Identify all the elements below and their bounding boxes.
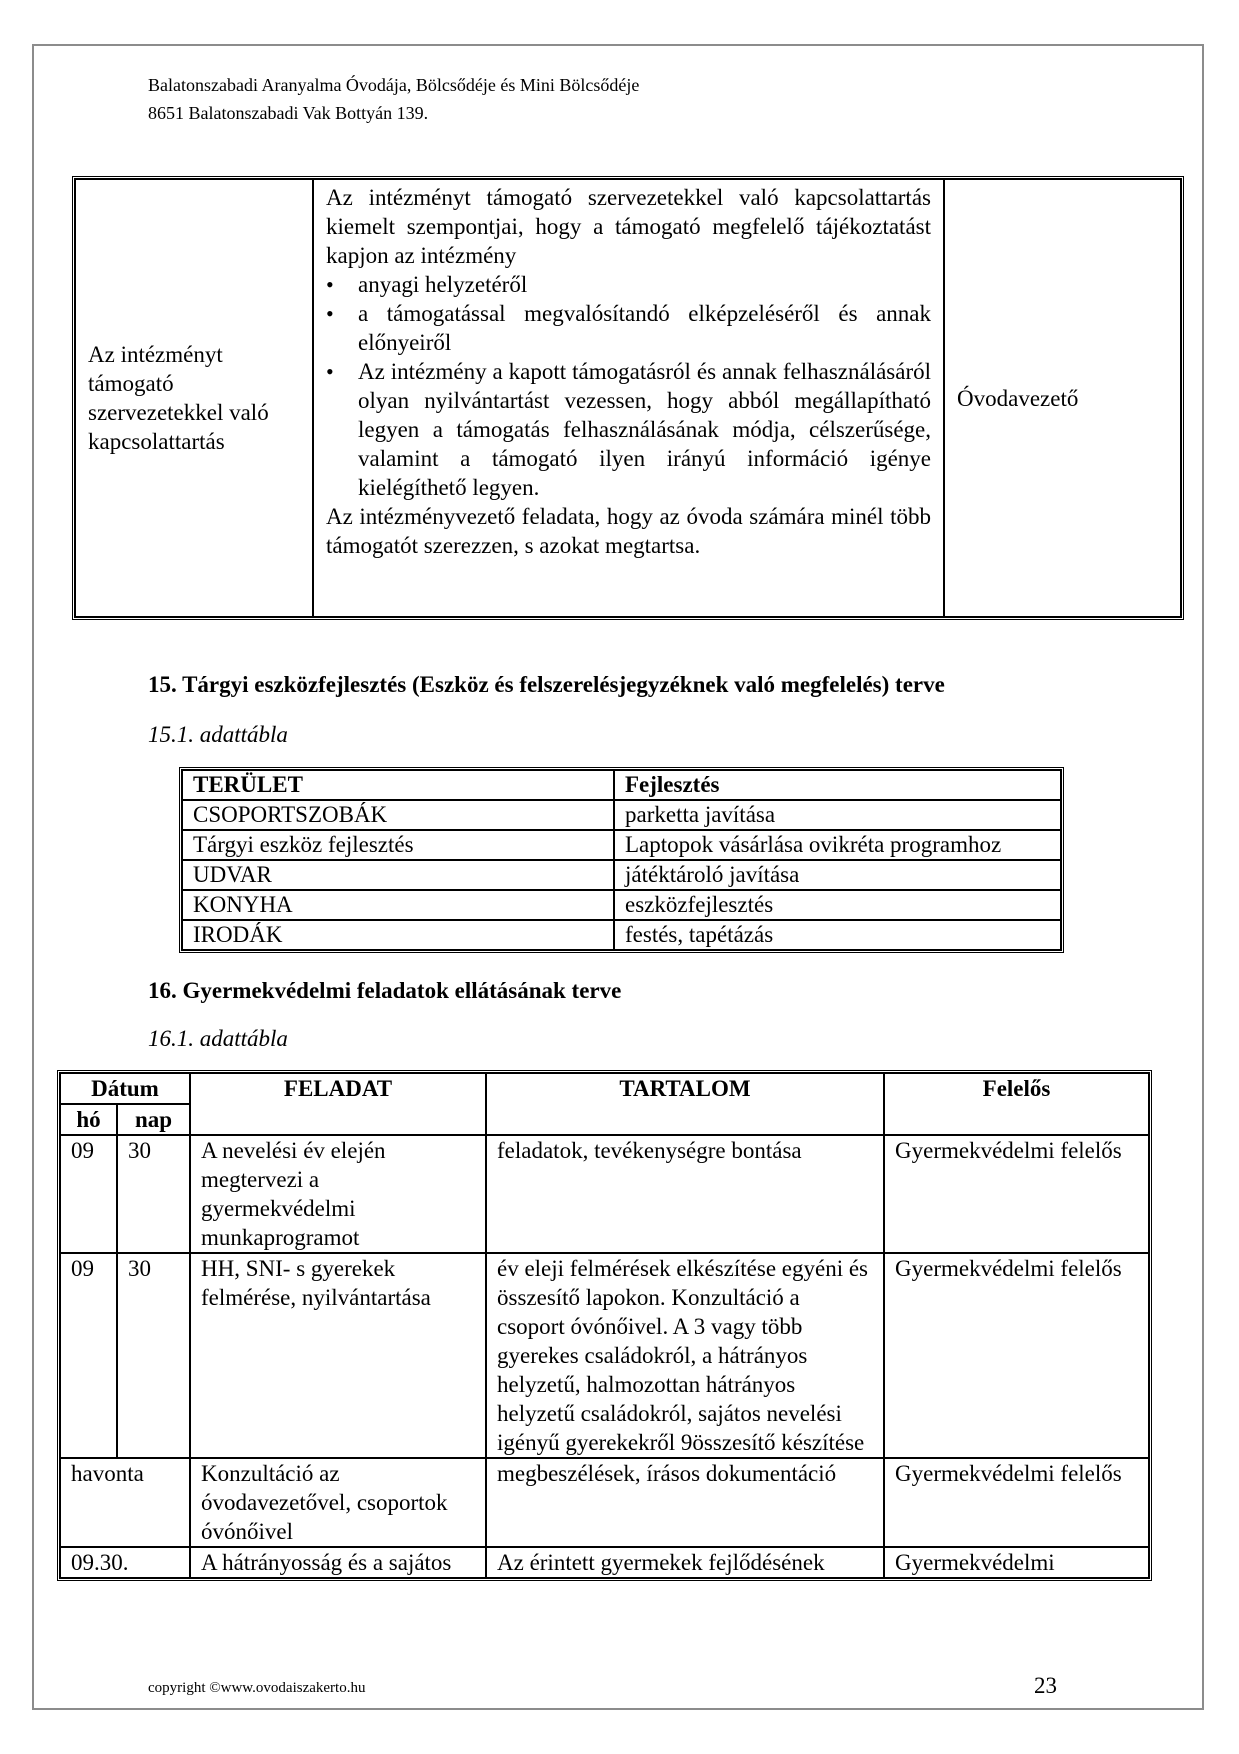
- development-cell: festés, tapétázás: [614, 920, 1061, 950]
- day-cell: 30: [117, 1135, 190, 1253]
- column-header-day: nap: [117, 1104, 190, 1135]
- footer-copyright: copyright ©www.ovodaiszakerto.hu: [148, 1680, 366, 1696]
- content-cell: Az érintett gyermekek fejlődésének: [486, 1547, 884, 1578]
- table-row: [182, 890, 1061, 920]
- month-cell: 09: [60, 1253, 117, 1458]
- column-header-date: Dátum: [60, 1073, 190, 1104]
- table-header-row: [60, 1073, 1149, 1104]
- table-row: [75, 179, 1181, 617]
- content-cell: év eleji felmérések elkészítése egyéni és összesítő lapokon. Konzultáció a csoport óvónőivel. A 3 vagy több gyerekes családokról, a hátrányos helyzetű, halmozottan hátrányos helyzetű családokról, sajátos nevelési igényű gyerekekről 9összesítő készítése: [486, 1253, 884, 1458]
- section-15-title: 15. Tárgyi eszközfejlesztés (Eszköz és felszerelésjegyzéknek való megfelelés) terve: [148, 672, 945, 697]
- responsible-cell: Gyermekvédelmi felelős: [884, 1458, 1149, 1547]
- responsible-cell: Óvodavezető: [944, 179, 1181, 617]
- asset-development-table: [179, 767, 1064, 953]
- description-intro: Az intézményt támogató szervezetekkel való kapcsolattartás kiemelt szempontjai, hogy a támogató megfelelő tájékoztatást kapjon az intézmény: [326, 185, 931, 268]
- area-cell: CSOPORTSZOBÁK: [182, 800, 614, 830]
- responsible-cell: Gyermekvédelmi felelős: [884, 1253, 1149, 1458]
- area-cell: UDVAR: [182, 860, 614, 890]
- task-cell: A nevelési év elején megtervezi a gyermekvédelmi munkaprogramot: [190, 1135, 486, 1253]
- content-cell: megbeszélések, írásos dokumentáció: [486, 1458, 884, 1547]
- responsible-cell: Gyermekvédelmi: [884, 1547, 1149, 1578]
- list-item: • Az intézmény a kapott támogatásról és annak felhasználásáról olyan nyilvántartást vezessen, hogy abból megállapítható legyen a támogatás felhasználásának módja, célszerűsége, valamint a támogató ilyen irányú információ igénye kielégíthető legyen.: [358, 357, 931, 502]
- development-cell: parketta javítása: [614, 800, 1061, 830]
- description-list: [326, 270, 931, 502]
- page-number: 23: [1034, 1673, 1057, 1698]
- section-16-title: 16. Gyermekvédelmi feladatok ellátásának terve: [148, 978, 622, 1003]
- table-row: [182, 920, 1061, 950]
- month-cell: 09: [60, 1135, 117, 1253]
- date-cell: 09.30.: [60, 1547, 190, 1578]
- development-cell: Laptopok vásárlása ovikréta programhoz: [614, 830, 1061, 860]
- column-header-content: TARTALOM: [486, 1073, 884, 1135]
- content-cell: feladatok, tevékenységre bontása: [486, 1135, 884, 1253]
- area-cell: IRODÁK: [182, 920, 614, 950]
- list-item: • anyagi helyzetéről: [358, 270, 931, 299]
- section-15-caption: 15.1. adattábla: [148, 722, 288, 747]
- table-row: [60, 1253, 1149, 1458]
- table-row: [60, 1458, 1149, 1547]
- table-row: [182, 800, 1061, 830]
- area-cell: Az intézményt támogató szervezetekkel való kapcsolattartás: [75, 179, 313, 617]
- table-header-row: [182, 770, 1061, 800]
- child-protection-table: [57, 1070, 1152, 1581]
- column-header-month: hó: [60, 1104, 117, 1135]
- column-header-responsible: Felelős: [884, 1073, 1149, 1135]
- date-cell: havonta: [60, 1458, 190, 1547]
- table-row: [182, 830, 1061, 860]
- task-cell: Konzultáció az óvodavezetővel, csoportok óvónőivel: [190, 1458, 486, 1547]
- description-cell: [313, 179, 944, 617]
- list-item: • a támogatással megvalósítandó elképzeléséről és annak előnyeiről: [358, 299, 931, 357]
- support-organizations-table: [72, 176, 1184, 620]
- development-cell: eszközfejlesztés: [614, 890, 1061, 920]
- column-header-task: FELADAT: [190, 1073, 486, 1135]
- task-cell: A hátrányosság és a sajátos: [190, 1547, 486, 1578]
- table-row: [60, 1547, 1149, 1578]
- header-address: 8651 Balatonszabadi Vak Bottyán 139.: [148, 103, 429, 123]
- column-header-area: TERÜLET: [182, 770, 614, 800]
- development-cell: játéktároló javítása: [614, 860, 1061, 890]
- area-cell: KONYHA: [182, 890, 614, 920]
- header-institution: Balatonszabadi Aranyalma Óvodája, Bölcsődéje és Mini Bölcsődéje: [148, 75, 640, 95]
- task-cell: HH, SNI- s gyerekek felmérése, nyilvántartása: [190, 1253, 486, 1458]
- responsible-cell: Gyermekvédelmi felelős: [884, 1135, 1149, 1253]
- area-cell: Tárgyi eszköz fejlesztés: [182, 830, 614, 860]
- description-closing: Az intézményvezető feladata, hogy az óvoda számára minél több támogatót szerezzen, s azokat megtartsa.: [326, 504, 931, 558]
- column-header-development: Fejlesztés: [614, 770, 1061, 800]
- table-row: [60, 1135, 1149, 1253]
- section-16-caption: 16.1. adattábla: [148, 1026, 288, 1051]
- day-cell: 30: [117, 1253, 190, 1458]
- table-row: [182, 860, 1061, 890]
